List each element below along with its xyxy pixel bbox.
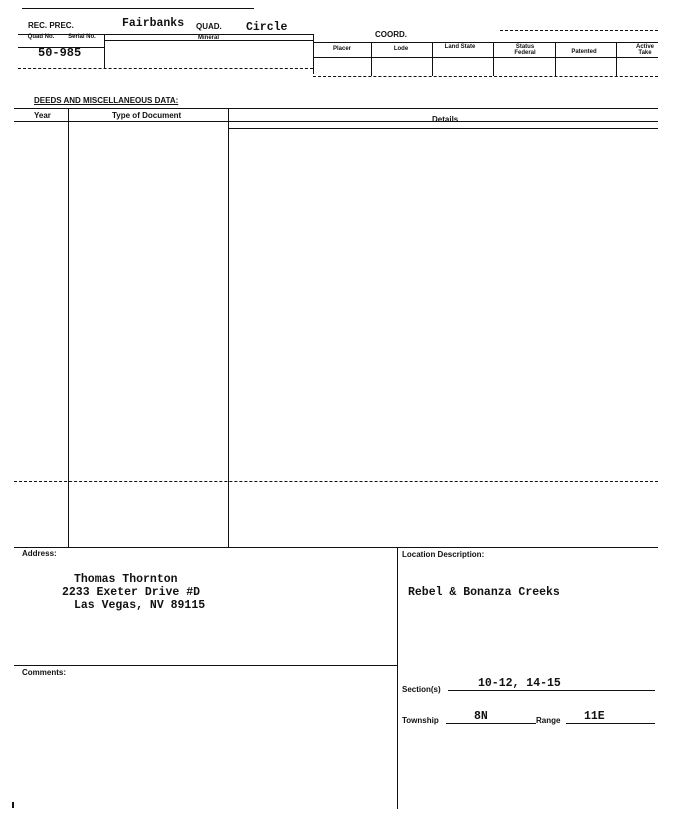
township-value: 8N	[474, 710, 488, 723]
sections-underline	[448, 690, 655, 691]
vline-status	[493, 42, 494, 76]
quad-value: Circle	[246, 21, 288, 34]
col-year: Year	[34, 111, 51, 120]
rec-prec-label: REC. PREC.	[28, 21, 74, 30]
colhead-bottom-rule-right	[313, 57, 658, 58]
col-details: Details	[432, 115, 459, 124]
vline-patented	[555, 42, 556, 76]
comments-top-rule	[14, 665, 397, 666]
col-type-of-document: Type of Document	[112, 111, 182, 120]
header-top-rule	[22, 8, 254, 9]
col-land-state: Land State	[444, 44, 476, 50]
scan-mark	[12, 802, 14, 808]
col-placer: Placer	[332, 46, 351, 52]
col-quad-no: Quad No.	[27, 34, 55, 40]
deeds-lower-dashes	[14, 481, 658, 482]
township-underline	[446, 723, 536, 724]
col-mineral: Mineral	[197, 35, 219, 41]
range-underline	[566, 723, 655, 724]
deeds-title: DEEDS AND MISCELLANEOUS DATA:	[34, 96, 179, 105]
col-status-federal: Status Federal	[514, 44, 536, 56]
vline-mineral	[104, 34, 105, 68]
rec-prec-value: Fairbanks	[122, 17, 185, 30]
bottom-divider	[397, 547, 398, 809]
quad-label: QUAD.	[196, 22, 222, 31]
col-active-take: Active Take	[635, 44, 654, 56]
range-value: 11E	[584, 710, 605, 723]
bottom-panels-top-rule	[14, 547, 658, 548]
address-line1: Thomas Thornton	[74, 573, 178, 586]
col-lode: Lode	[393, 46, 409, 52]
colhead-top-rule-right	[313, 42, 658, 43]
details-header-rule	[228, 128, 658, 129]
vline-placer	[313, 34, 314, 74]
location-value: Rebel & Bonanza Creeks	[408, 586, 560, 599]
vline-land	[432, 42, 433, 76]
sections-value: 10-12, 14-15	[478, 677, 561, 690]
header-top-dashes	[500, 30, 658, 31]
range-label: Range	[536, 716, 561, 725]
sections-label: Section(s)	[402, 685, 441, 694]
record-row-dashes-left	[18, 68, 313, 69]
deeds-top-rule	[14, 108, 658, 109]
record-row-dashes-right	[313, 76, 658, 77]
quad-no-value: 50-985	[38, 46, 82, 60]
address-line3: Las Vegas, NV 89115	[74, 599, 206, 612]
address-line2: 2233 Exeter Drive #D	[62, 586, 201, 599]
comments-label: Comments:	[22, 668, 67, 677]
col-serial-no: Serial No.	[68, 34, 96, 40]
deeds-header-rule	[14, 121, 658, 122]
address-label: Address:	[22, 549, 57, 558]
township-label: Township	[402, 716, 439, 725]
vline-lode	[371, 42, 372, 76]
vline-active	[616, 42, 617, 76]
coord-label: COORD.	[375, 30, 407, 39]
location-label: Location Description:	[402, 550, 485, 559]
col-patented: Patented	[571, 49, 597, 55]
